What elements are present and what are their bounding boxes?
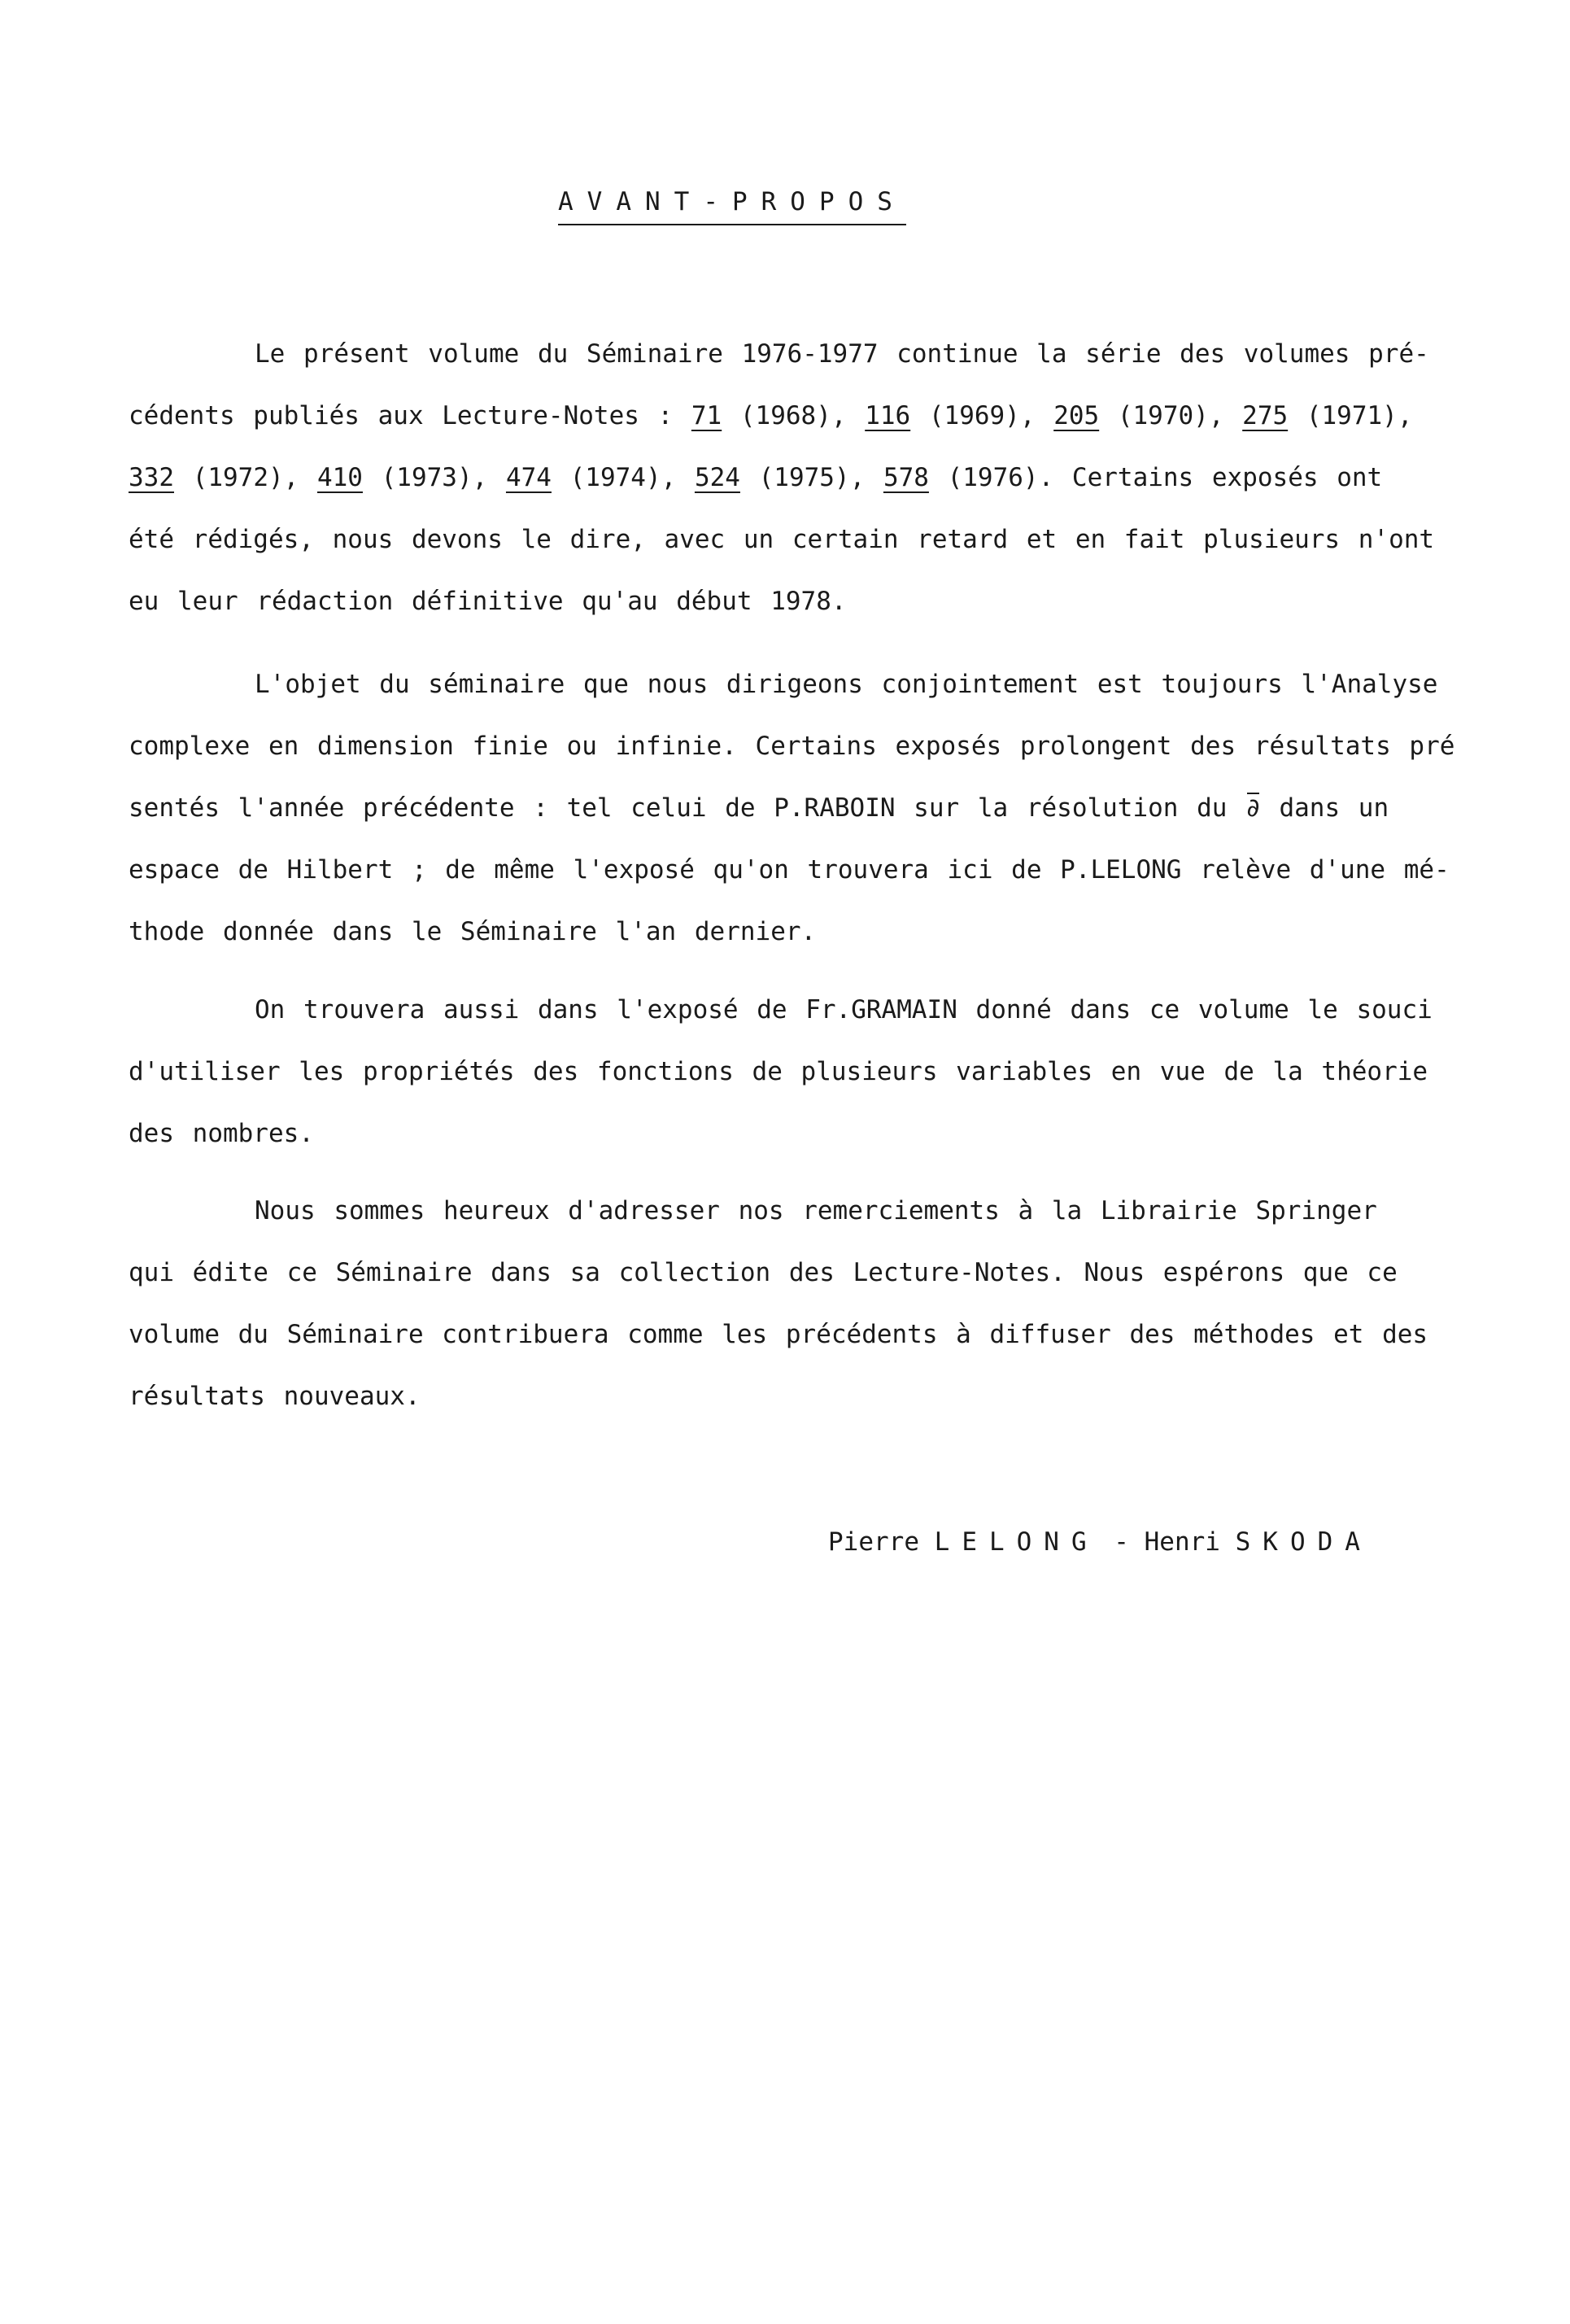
text-segment: eu leur rédaction définitive qu'au début 1978. <box>129 587 847 616</box>
author-last-name: SKODA <box>1235 1527 1372 1557</box>
paragraph-line <box>129 789 1389 827</box>
text-segment: (1969), <box>910 401 1054 430</box>
text-segment: complexe en dimension finie ou infinie. Certains exposés prolongent des résultats pré <box>129 732 1455 761</box>
paragraph-line <box>129 397 1412 435</box>
paragraph-line <box>129 1316 1428 1353</box>
paragraph-line <box>129 727 1454 765</box>
paragraph-line <box>129 1254 1398 1291</box>
text-segment: (1973), <box>362 463 506 492</box>
volume-number: 578 <box>883 463 929 492</box>
text-segment: cédents publiés aux Lecture-Notes : <box>129 401 691 430</box>
text-segment: dans un <box>1260 793 1389 823</box>
text-segment: Le présent volume du Séminaire 1976-1977 continue la série des volumes pré- <box>255 339 1429 369</box>
paragraph-line <box>129 1378 421 1415</box>
signature <box>828 1523 1372 1561</box>
paragraph-line <box>129 851 1450 889</box>
text-segment: L'objet du séminaire que nous dirigeons conjointement est toujours l'Analyse <box>255 670 1438 699</box>
signature-separator: - <box>1098 1527 1145 1557</box>
paragraph-line <box>129 521 1434 558</box>
text-segment: (1974), <box>551 463 695 492</box>
dbar-symbol: ∂ <box>1245 789 1261 827</box>
volume-number: 474 <box>505 463 552 492</box>
page-title: AVANT-PROPOS <box>558 183 906 225</box>
text-segment: (1968), <box>722 401 866 430</box>
text-segment: (1976). Certains exposés ont <box>928 463 1383 492</box>
volume-number: 71 <box>691 401 722 430</box>
volume-number: 116 <box>865 401 911 430</box>
volume-number: 205 <box>1053 401 1100 430</box>
text-segment: sentés l'année précédente : tel celui de P.RABOIN sur la résolution du <box>129 793 1246 823</box>
paragraph-line <box>255 1192 1377 1230</box>
text-segment: (1972), <box>174 463 317 492</box>
paragraph-line <box>255 991 1433 1029</box>
paragraph-line <box>129 459 1382 496</box>
text-segment: (1975), <box>739 463 883 492</box>
paragraph-line <box>255 335 1429 373</box>
volume-number: 410 <box>316 463 363 492</box>
paragraph-line <box>129 913 816 950</box>
author-last-name: LELONG <box>934 1527 1099 1557</box>
author-first-name: Pierre <box>828 1527 935 1557</box>
text-segment: des nombres. <box>129 1119 314 1148</box>
text-segment: qui édite ce Séminaire dans sa collection des Lecture-Notes. Nous espérons que ce <box>129 1258 1398 1287</box>
volume-number: 275 <box>1242 401 1289 430</box>
paragraph-line <box>129 583 847 620</box>
text-segment: (1970), <box>1099 401 1243 430</box>
text-segment: d'utiliser les propriétés des fonctions de plusieurs variables en vue de la théorie <box>129 1057 1428 1086</box>
text-segment: résultats nouveaux. <box>129 1382 421 1411</box>
text-segment: été rédigés, nous devons le dire, avec un certain retard et en fait plusieurs n'ont <box>129 525 1435 554</box>
volume-number: 332 <box>129 463 174 492</box>
text-segment: Nous sommes heureux d'adresser nos remerciements à la Librairie Springer <box>255 1196 1377 1225</box>
paragraph-line <box>129 1115 314 1152</box>
author-first-name: Henri <box>1144 1527 1236 1557</box>
paragraph-line <box>255 666 1437 703</box>
volume-number: 524 <box>694 463 740 492</box>
paragraph-line <box>129 1053 1428 1090</box>
text-segment: On trouvera aussi dans l'exposé de Fr.GRAMAIN donné dans ce volume le souci <box>255 995 1433 1024</box>
text-segment: espace de Hilbert ; de même l'exposé qu'on trouvera ici de P.LELONG relève d'une mé- <box>129 855 1450 885</box>
text-segment: thode donnée dans le Séminaire l'an dernier. <box>129 917 817 946</box>
text-segment: volume du Séminaire contribuera comme les précédents à diffuser des méthodes et des <box>129 1320 1428 1349</box>
text-segment: (1971), <box>1288 401 1413 430</box>
